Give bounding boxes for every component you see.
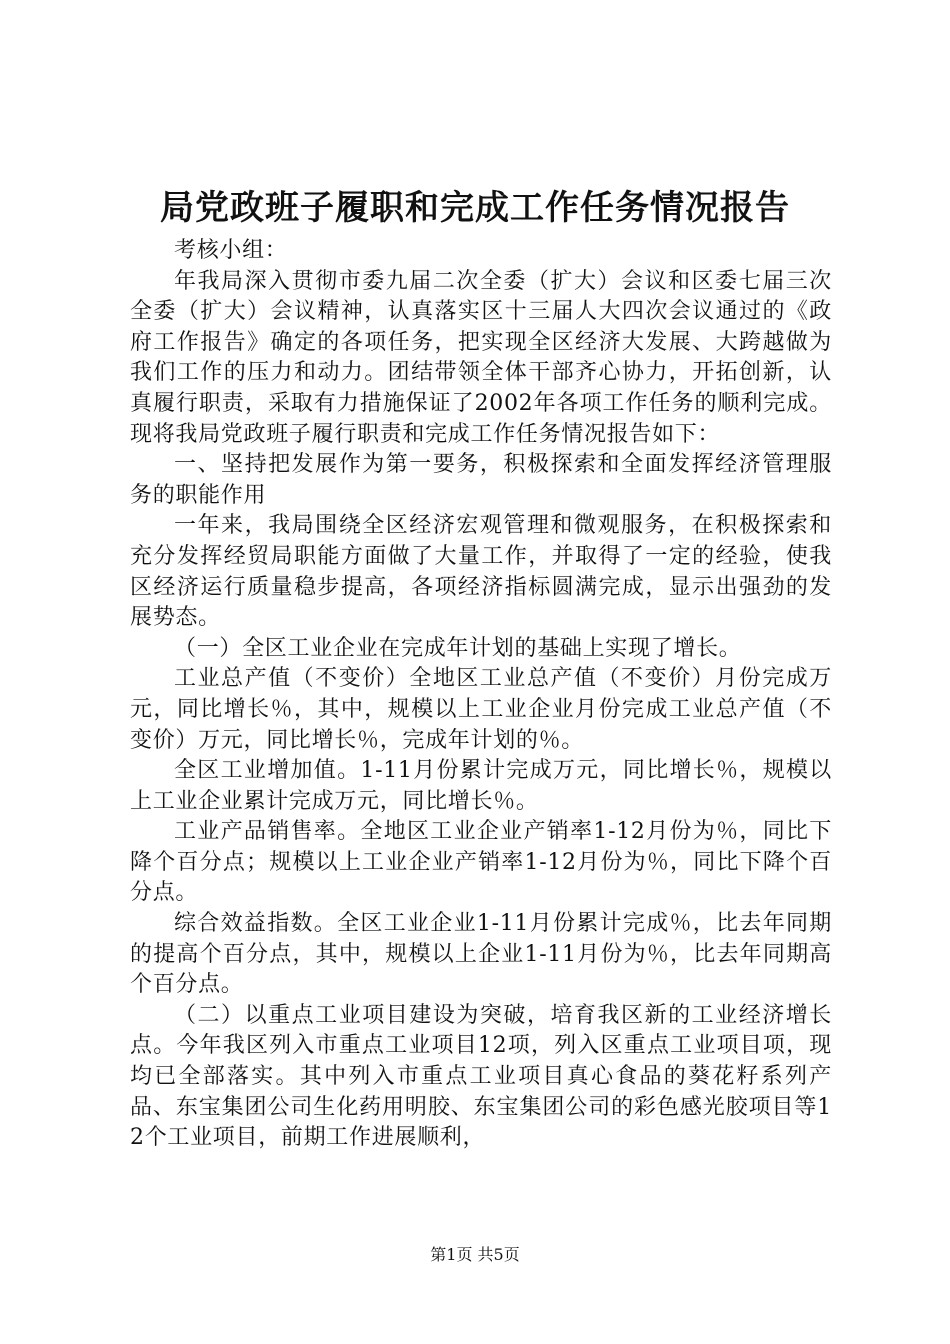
salutation: 考核小组： [174,238,288,263]
body-paragraph: 工业总产值（不变价）全地区工业总产值（不变价）月份完成万元，同比增长％，其中，规模以上工业企业月份完成工业总产值（不变价）万元，同比增长％，完成年计划的％。 [130,666,832,753]
body-paragraph: （二）以重点工业项目建设为突破，培育我区新的工业经济增长点。今年我区列入市重点工业项目12项，列入区重点工业项目项，现均已全部落实。其中列入市重点工业项目真心食品的葵花籽系列产品、东宝集团公司生化药用明胶、东宝集团公司的彩色感光胶项目等12个工业项目，前期工作进展顺利， [130,1002,832,1151]
section-heading: 一、坚持把发展作为第一要务，积极探索和全面发挥经济管理服务的职能作用 [130,452,832,508]
document-title: 局党政班子履职和完成工作任务情况报告 [160,188,790,228]
body-paragraph: 工业产品销售率。全地区工业企业产销率1-12月份为％，同比下降个百分点；规模以上工业企业产销率1-12月份为％，同比下降个百分点。 [130,819,832,906]
body-paragraph: 全区工业增加值。1-11月份累计完成万元，同比增长％，规模以上工业企业累计完成万元，同比增长％。 [130,758,832,814]
body-paragraph: 综合效益指数。全区工业企业1-11月份累计完成％，比去年同期的提高个百分点，其中，规模以上企业1-11月份为％，比去年同期高个百分点。 [130,911,832,998]
page-number-footer: 第1页 共5页 [430,1245,520,1264]
document-body [130,236,832,1154]
body-paragraph: 一年来，我局围绕全区经济宏观管理和微观服务，在积极探索和充分发挥经贸局职能方面做了大量工作，并取得了一定的经验，使我区经济运行质量稳步提高，各项经济指标圆满完成，显示出强劲的发展势态。 [130,513,832,631]
body-paragraph: 年我局深入贯彻市委九届二次全委（扩大）会议和区委七届三次全委（扩大）会议精神，认真落实区十三届人大四次会议通过的《政府工作报告》确定的各项任务，把实现全区经济大发展、大跨越做为我们工作的压力和动力。团结带领全体干部齐心协力，开拓创新，认真履行职责，采取有力措施保证了2002年各项工作任务的顺利完成。现将我局党政班子履行职责和完成工作任务情况报告如下： [130,268,832,447]
subsection-heading: （一）全区工业企业在完成年计划的基础上实现了增长。 [174,635,742,661]
